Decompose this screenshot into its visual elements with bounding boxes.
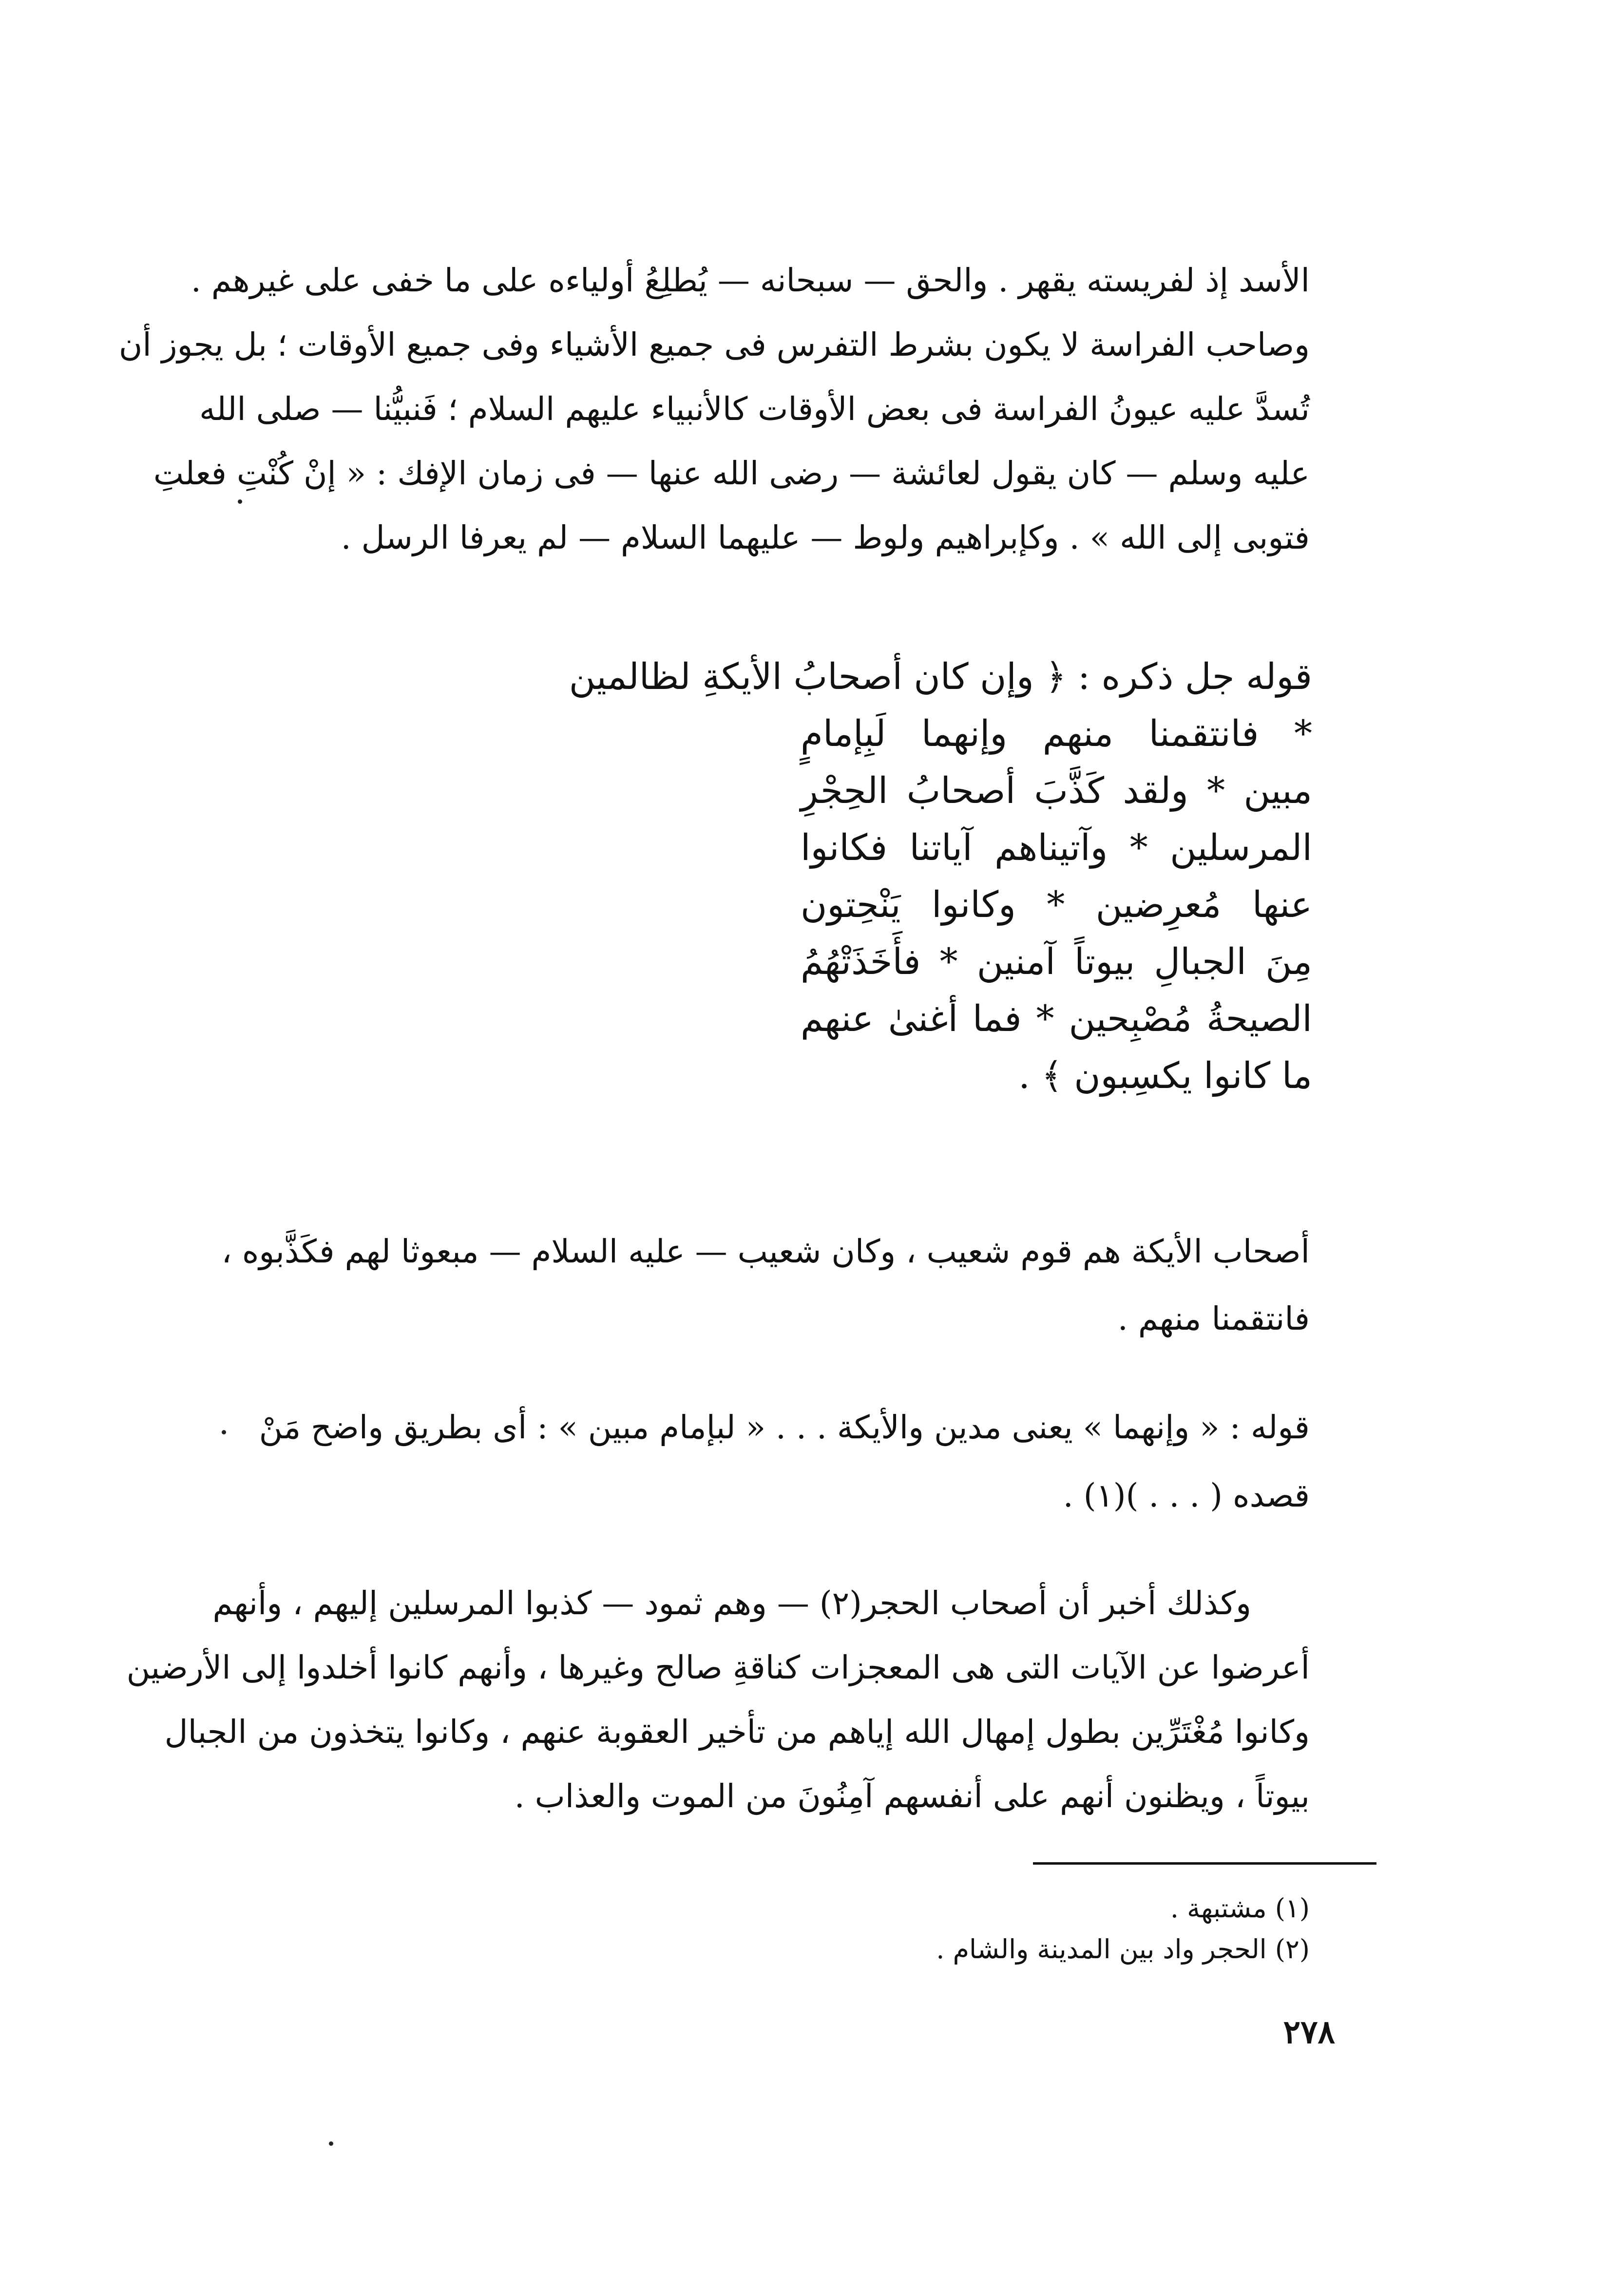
verse-line: الصيحةُ مُصْبِحين * فما أغنىٰ عنهم	[801, 998, 1312, 1040]
verse-line: ما كانوا يكسِبون ﴾ .	[1018, 1055, 1312, 1097]
paragraph-line: فتوبى إلى الله » . وكإبراهيم ولوط — عليهما السلام — لم يعرفا الرسل .	[341, 519, 1310, 556]
paragraph-line: بيوتاً ، ويظنون أنهم على أنفسهم آمِنُونَ من الموت والعذاب .	[514, 1777, 1310, 1815]
scan-speck	[222, 1430, 226, 1434]
verse-line: مبين * ولقد كَذَّبَ أصحابُ الحِجْرِ	[801, 770, 1312, 812]
paragraph-ashab-al-hijr	[126, 1571, 1310, 1829]
scan-speck	[238, 499, 242, 504]
footnote-divider	[1033, 1862, 1376, 1865]
paragraph-line: وصاحب الفراسة لا يكون بشرط التفرس فى جميع الأشياء وفى جميع الأوقات ؛ بل يجوز أن	[118, 326, 1310, 363]
paragraph-line: قصده ( . . . )(١) .	[1063, 1477, 1310, 1514]
verse-line: مِنَ الجبالِ بيوتاً آمنين * فأَخَذَتْهُمُ	[801, 941, 1312, 983]
page-number: ٢٧٨	[1283, 2013, 1335, 2051]
verse-intro-line: قوله جل ذكره : ﴿ وإن كان أصحابُ الأيكةِ لظالمين	[569, 656, 1312, 698]
footnotes	[725, 1888, 1310, 1970]
verse-line: المرسلين * وآتيناهم آياتنا فكانوا	[801, 827, 1312, 869]
paragraph-line: عليه وسلم — كان يقول لعائشة — رضى الله عنها — فى زمان الإفك : « إنْ كُنْتِ فعلتِ	[153, 455, 1310, 492]
paragraph-line: أعرضوا عن الآيات التى هى المعجزات كناقةِ صالح وغيرها ، وأنهم كانوا أخلدوا إلى الأرضين	[126, 1649, 1310, 1686]
footnote: (٢) الحجر واد بين المدينة والشام .	[936, 1934, 1310, 1965]
paragraph-line: أصحاب الأيكة هم قوم شعيب ، وكان شعيب — عليه السلام — مبعوثا لهم فكَذَّبوه ،	[221, 1233, 1310, 1270]
paragraph-line: قوله : « وإنهما » يعنى مدين والأيكة . . . « لبإمام مبين » : أى بطريق واضح مَنْ	[259, 1409, 1310, 1446]
verse-line: عنها مُعرِضين * وكانوا يَنْحِتون	[801, 884, 1312, 926]
footnote: (١) مشتبهة .	[1170, 1893, 1310, 1924]
paragraph-line: فانتقمنا منهم .	[1117, 1300, 1310, 1337]
paragraph-line: الأسد إذ لفريسته يقهر . والحق — سبحانه — يُطلِعُ أولياءه على ما خفى على غيرهم .	[191, 262, 1310, 299]
paragraph-line: تُسدَّ عليه عيونُ الفراسة فى بعض الأوقات كالأنبياء عليهم السلام ؛ فَنبيُّنا — صلى الله	[199, 390, 1310, 428]
paragraph-ashab-al-ayka	[221, 1218, 1310, 1353]
paragraph-commentary	[259, 1394, 1310, 1530]
paragraph-line: وكذلك أخبر أن أصحاب الحجر(٢) — وهم ثمود — كذبوا المرسلين إليهم ، وأنهم	[212, 1585, 1251, 1622]
scan-speck	[329, 2141, 333, 2146]
verse-line: * فانتقمنا منهم وإنهما لَبِإمامٍ	[801, 713, 1312, 755]
paragraph-opening	[118, 248, 1310, 570]
verse-intro	[569, 648, 1312, 706]
paragraph-line: وكانوا مُغْتَرِّين بطول إمهال الله إياهم من تأخير العقوبة عنهم ، وكانوا يتخذون من الجبال	[164, 1713, 1310, 1751]
verse-block	[801, 706, 1312, 1105]
